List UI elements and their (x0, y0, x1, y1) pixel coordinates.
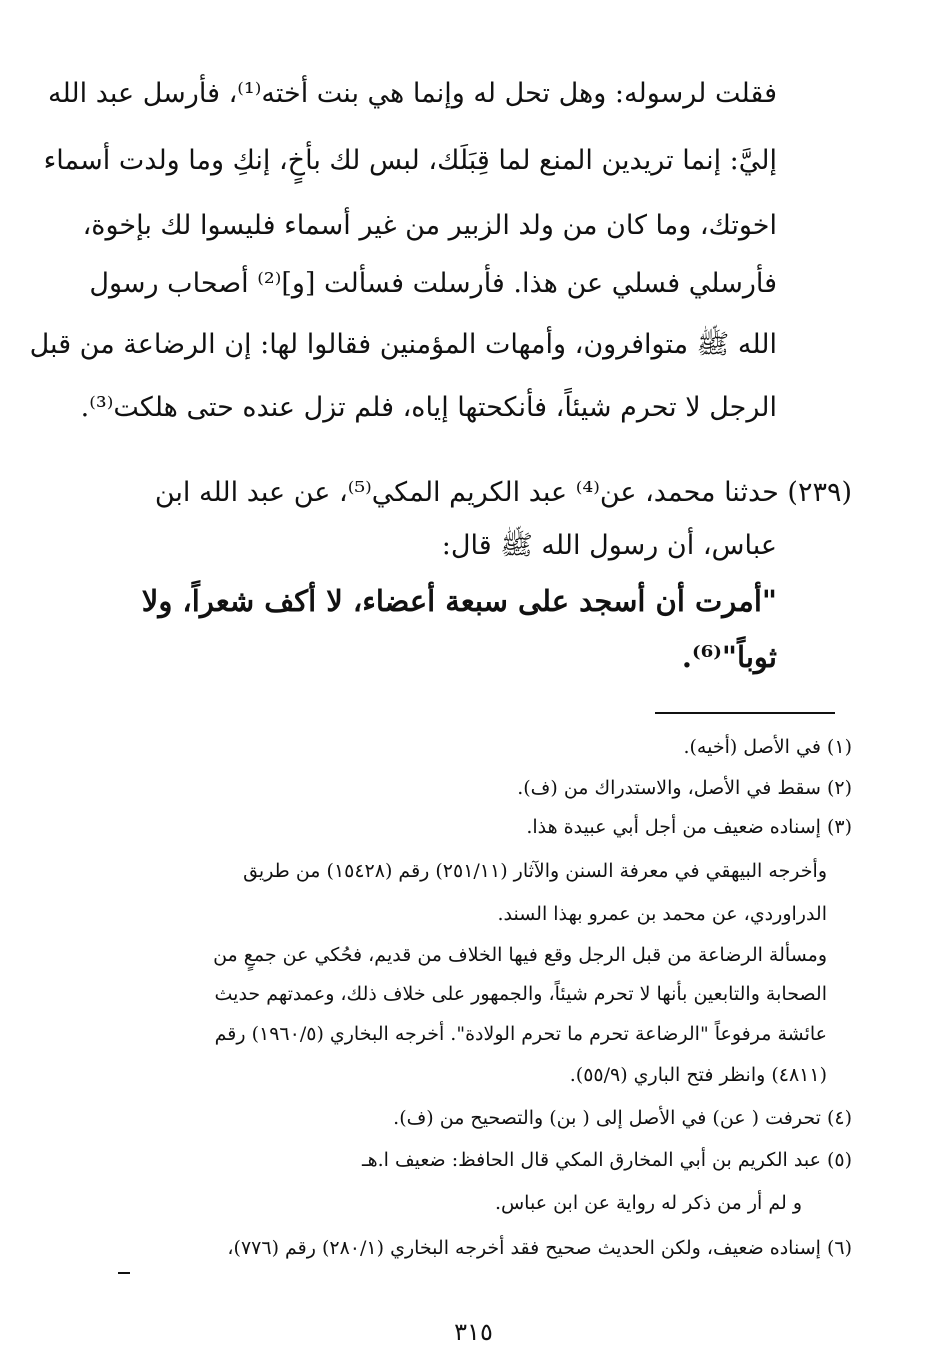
footnote-line: (٤٨١١) وانظر فتح الباري (٥٥/٩). (569, 1064, 827, 1086)
main-text-line: اخوتك، وما كان من ولد الزبير من غير أسماء فليسوا لك بإخوة، (82, 210, 777, 241)
main-text-line: الرجل لا تحرم شيئاً، فأنكحتها إياه، فلم تزل عنده حتى هلكت⁽³⁾. (80, 392, 777, 423)
hadith-isnad-line: عباس، أن رسول الله ﷺ قال: (441, 530, 777, 561)
footnote-line: الدراوردي، عن محمد بن عمرو بهذا السند. (497, 903, 827, 925)
footnote-line: الصحابة والتابعين بأنها لا تحرم شيئاً، والجمهور على خلاف ذلك، وعمدتهم حديث (214, 983, 827, 1005)
footnote-line: (٥) عبد الكريم بن أبي المخارق المكي قال الحافظ: ضعيف ا.هـ (362, 1149, 852, 1171)
footnote-line: ومسألة الرضاعة من قبل الرجل وقع فيها الخلاف من قديم، فحُكي عن جمعٍ من (213, 944, 827, 966)
main-text-line: الله ﷺ متوافرون، وأمهات المؤمنين فقالوا لها: إن الرضاعة من قبل (29, 329, 777, 360)
hadith-isnad-line: (٢٣٩) حدثنا محمد، عن⁽⁴⁾ عبد الكريم المكي⁽⁵⁾، عن عبد الله ابن (154, 477, 852, 508)
hadith-matn-line: ثوباً"⁽⁶⁾. (681, 640, 777, 674)
footnote-line: (٢) سقط في الأصل، والاستدراك من (ف). (517, 777, 852, 799)
page-number: ٣١٥ (454, 1318, 493, 1346)
main-text-line: فأرسلي فسلي عن هذا. فأرسلت فسألت [و]⁽²⁾ أصحاب رسول (89, 268, 777, 299)
footnote-line: و لم أر من ذكر له رواية عن ابن عباس. (494, 1192, 802, 1214)
footnote-line: عائشة مرفوعاً "الرضاعة تحرم ما تحرم الولادة". أخرجه البخاري (١٩٦٠/٥) رقم (214, 1023, 827, 1045)
footnote-line: وأخرجه البيهقي في معرفة السنن والآثار (٢٥١/١١) رقم (١٥٤٢٨) من طريق (243, 860, 827, 882)
continuation-mark (118, 1272, 130, 1274)
footnote-line: (٣) إسناده ضعيف من أجل أبي عبيدة هذا. (526, 816, 852, 838)
footnote-separator (655, 712, 835, 714)
hadith-matn-line: "أمرت أن أسجد على سبعة أعضاء، لا أكف شعراً، ولا (141, 584, 777, 618)
footnote-line: (١) في الأصل (أخيه). (683, 736, 852, 758)
main-text-line: فقلت لرسوله: وهل تحل له وإنما هي بنت أخته⁽¹⁾، فأرسل عبد الله (48, 78, 777, 109)
footnote-line: (٦) إسناده ضعيف، ولكن الحديث صحيح فقد أخرجه البخاري (٢٨٠/١) رقم (٧٧٦)، (227, 1237, 852, 1259)
footnote-line: (٤) تحرفت ( عن) في الأصل إلى ( بن) والتصحيح من (ف). (393, 1107, 852, 1129)
main-text-line: إليَّ: إنما تريدين المنع لما قِبَلَك، لبس لك بأخٍ، إنكِ وما ولدت أسماء (43, 145, 777, 176)
